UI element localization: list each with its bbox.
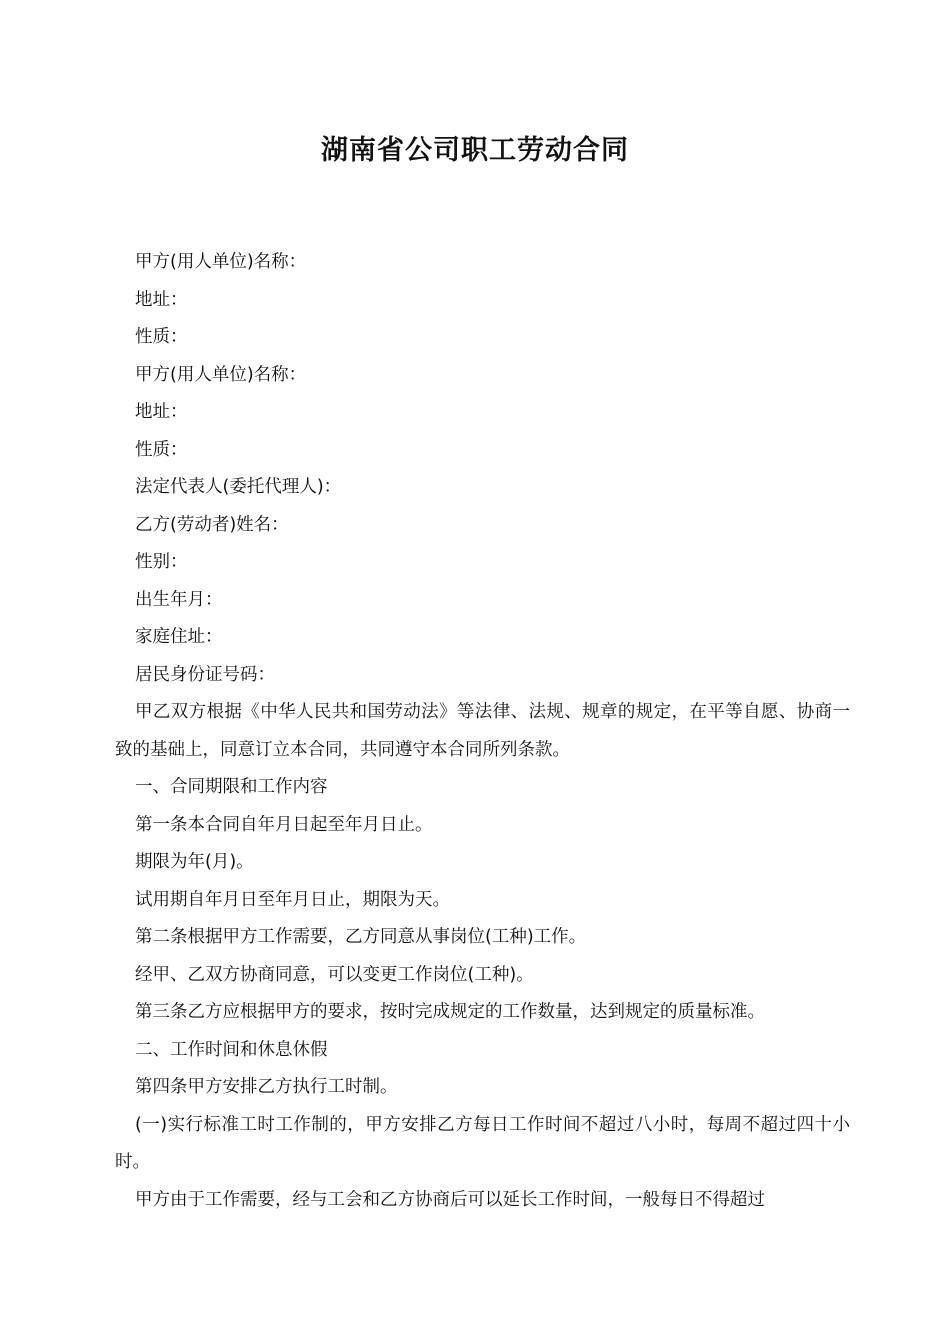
article-1-line: 第一条本合同自年月日起至年月日止。 [135, 814, 433, 835]
section-1-heading: 一、合同期限和工作内容 [135, 777, 328, 797]
overtime-paragraph: 甲方由于工作需要，经与工会和乙方协商后可以延长工作时间，一般每日不得超过 [135, 1189, 765, 1210]
legal-representative-line: 法定代表人(委托代理人)： [135, 477, 342, 497]
party-a-address-line: 地址： [135, 289, 188, 310]
party-a-name-line-2: 甲方(用人单位)名称： [135, 364, 307, 385]
party-a-nature-line: 性质： [135, 327, 188, 347]
document-body [115, 244, 850, 1219]
party-a-name-line: 甲方(用人单位)名称： [135, 252, 307, 272]
term-line: 期限为年(月)。 [135, 852, 254, 872]
party-a-address-line-2: 地址： [135, 402, 188, 422]
party-b-name-line: 乙方(劳动者)姓名： [135, 514, 289, 535]
position-change-line: 经甲、乙双方协商同意，可以变更工作岗位(工种)。 [135, 964, 534, 985]
party-b-gender-line: 性别： [135, 552, 188, 572]
probation-line: 试用期自年月日至年月日止，期限为天。 [135, 889, 450, 910]
party-b-id-number-line: 居民身份证号码： [135, 664, 275, 685]
article-3-line: 第三条乙方应根据甲方的要求，按时完成规定的工作数量，达到规定的质量标准。 [135, 1002, 765, 1022]
party-b-home-address-line: 家庭住址： [135, 627, 223, 647]
standard-hours-paragraph: (一)实行标准工时工作制的，甲方安排乙方每日工作时间不超过八小时，每周不超过四十小时。 [115, 1114, 850, 1172]
section-2-heading: 二、工作时间和休息休假 [135, 1039, 328, 1060]
contract-basis-paragraph: 甲乙双方根据《中华人民共和国劳动法》等法律、法规、规章的规定，在平等自愿、协商一致的基础上，同意订立本合同，共同遵守本合同所列条款。 [115, 702, 850, 760]
article-2-line: 第二条根据甲方工作需要，乙方同意从事岗位(工种)工作。 [135, 927, 587, 947]
article-4-line: 第四条甲方安排乙方执行工时制。 [135, 1077, 398, 1097]
party-b-birth-line: 出生年月： [135, 589, 223, 610]
document-title: 湖南省公司职工劳动合同 [321, 135, 629, 166]
party-a-nature-line-2: 性质： [135, 439, 188, 460]
